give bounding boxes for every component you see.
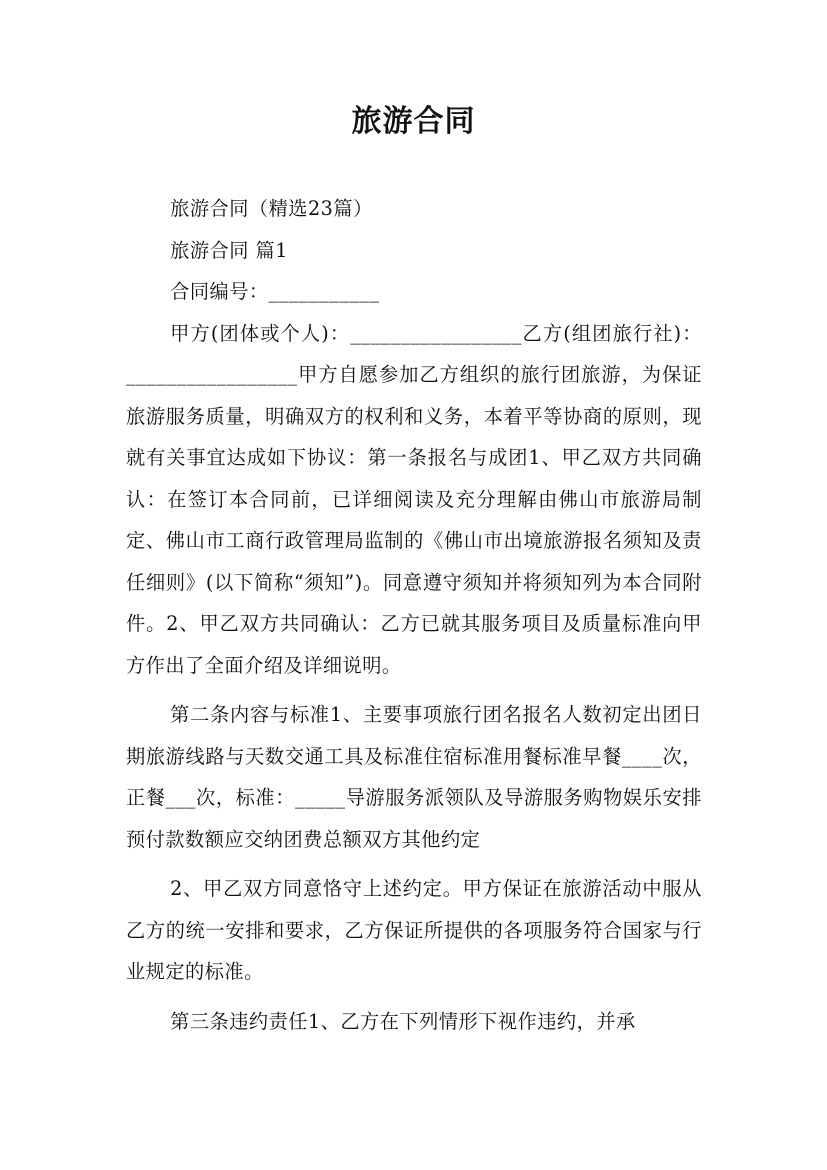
paragraph-subtitle: 旅游合同（精选23篇） xyxy=(170,197,373,220)
paragraph-section-heading: 旅游合同 篇1 xyxy=(170,238,288,262)
paragraph-contract-number: 合同编号：___________ xyxy=(170,280,380,303)
document-title: 旅游合同 xyxy=(351,104,476,139)
document-body xyxy=(126,188,702,1042)
paragraph-agreement-compliance: 2、甲乙双方同意恪守上述约定。甲方保证在旅游活动中服从乙方的统一安排和要求，乙方保证所提供的各项服务符合国家与行业规定的标准。 xyxy=(126,877,702,983)
paragraph-parties-and-registration: 甲方(团体或个人)：_________________乙方(组团旅行社)：_________________甲方自愿参加乙方组织的旅行团旅游，为保证旅游服务质量，明确双方的权利和义务，本着平等协商的原则，现就有关事宜达成如下协议：第一条报名与成团1、甲乙双方共同确认：在签订本合同前，已详细阅读及充分理解由佛山市旅游局制定、佛山市工商行政管理局监制的《佛山市出境旅游报名须知及责任细则》(以下简称“须知”)。同意遵守须知并将须知列为本合同附件。2、甲乙双方共同确认：乙方已就其服务项目及质量标准向甲方作出了全面介绍及详细说明。 xyxy=(126,321,702,677)
paragraph-article-three: 第三条违约责任1、乙方在下列情形下视作违约，并承 xyxy=(170,1009,636,1033)
paragraph-article-two: 第二条内容与标准1、主要事项旅行团名报名人数初定出团日期旅游线路与天数交通工具及标准住宿标准用餐标准早餐____次，正餐___次，标准：_____导游服务派领队及导游服务购物娱乐安排预付款数额应交纳团费总额双方其他约定 xyxy=(126,703,702,851)
